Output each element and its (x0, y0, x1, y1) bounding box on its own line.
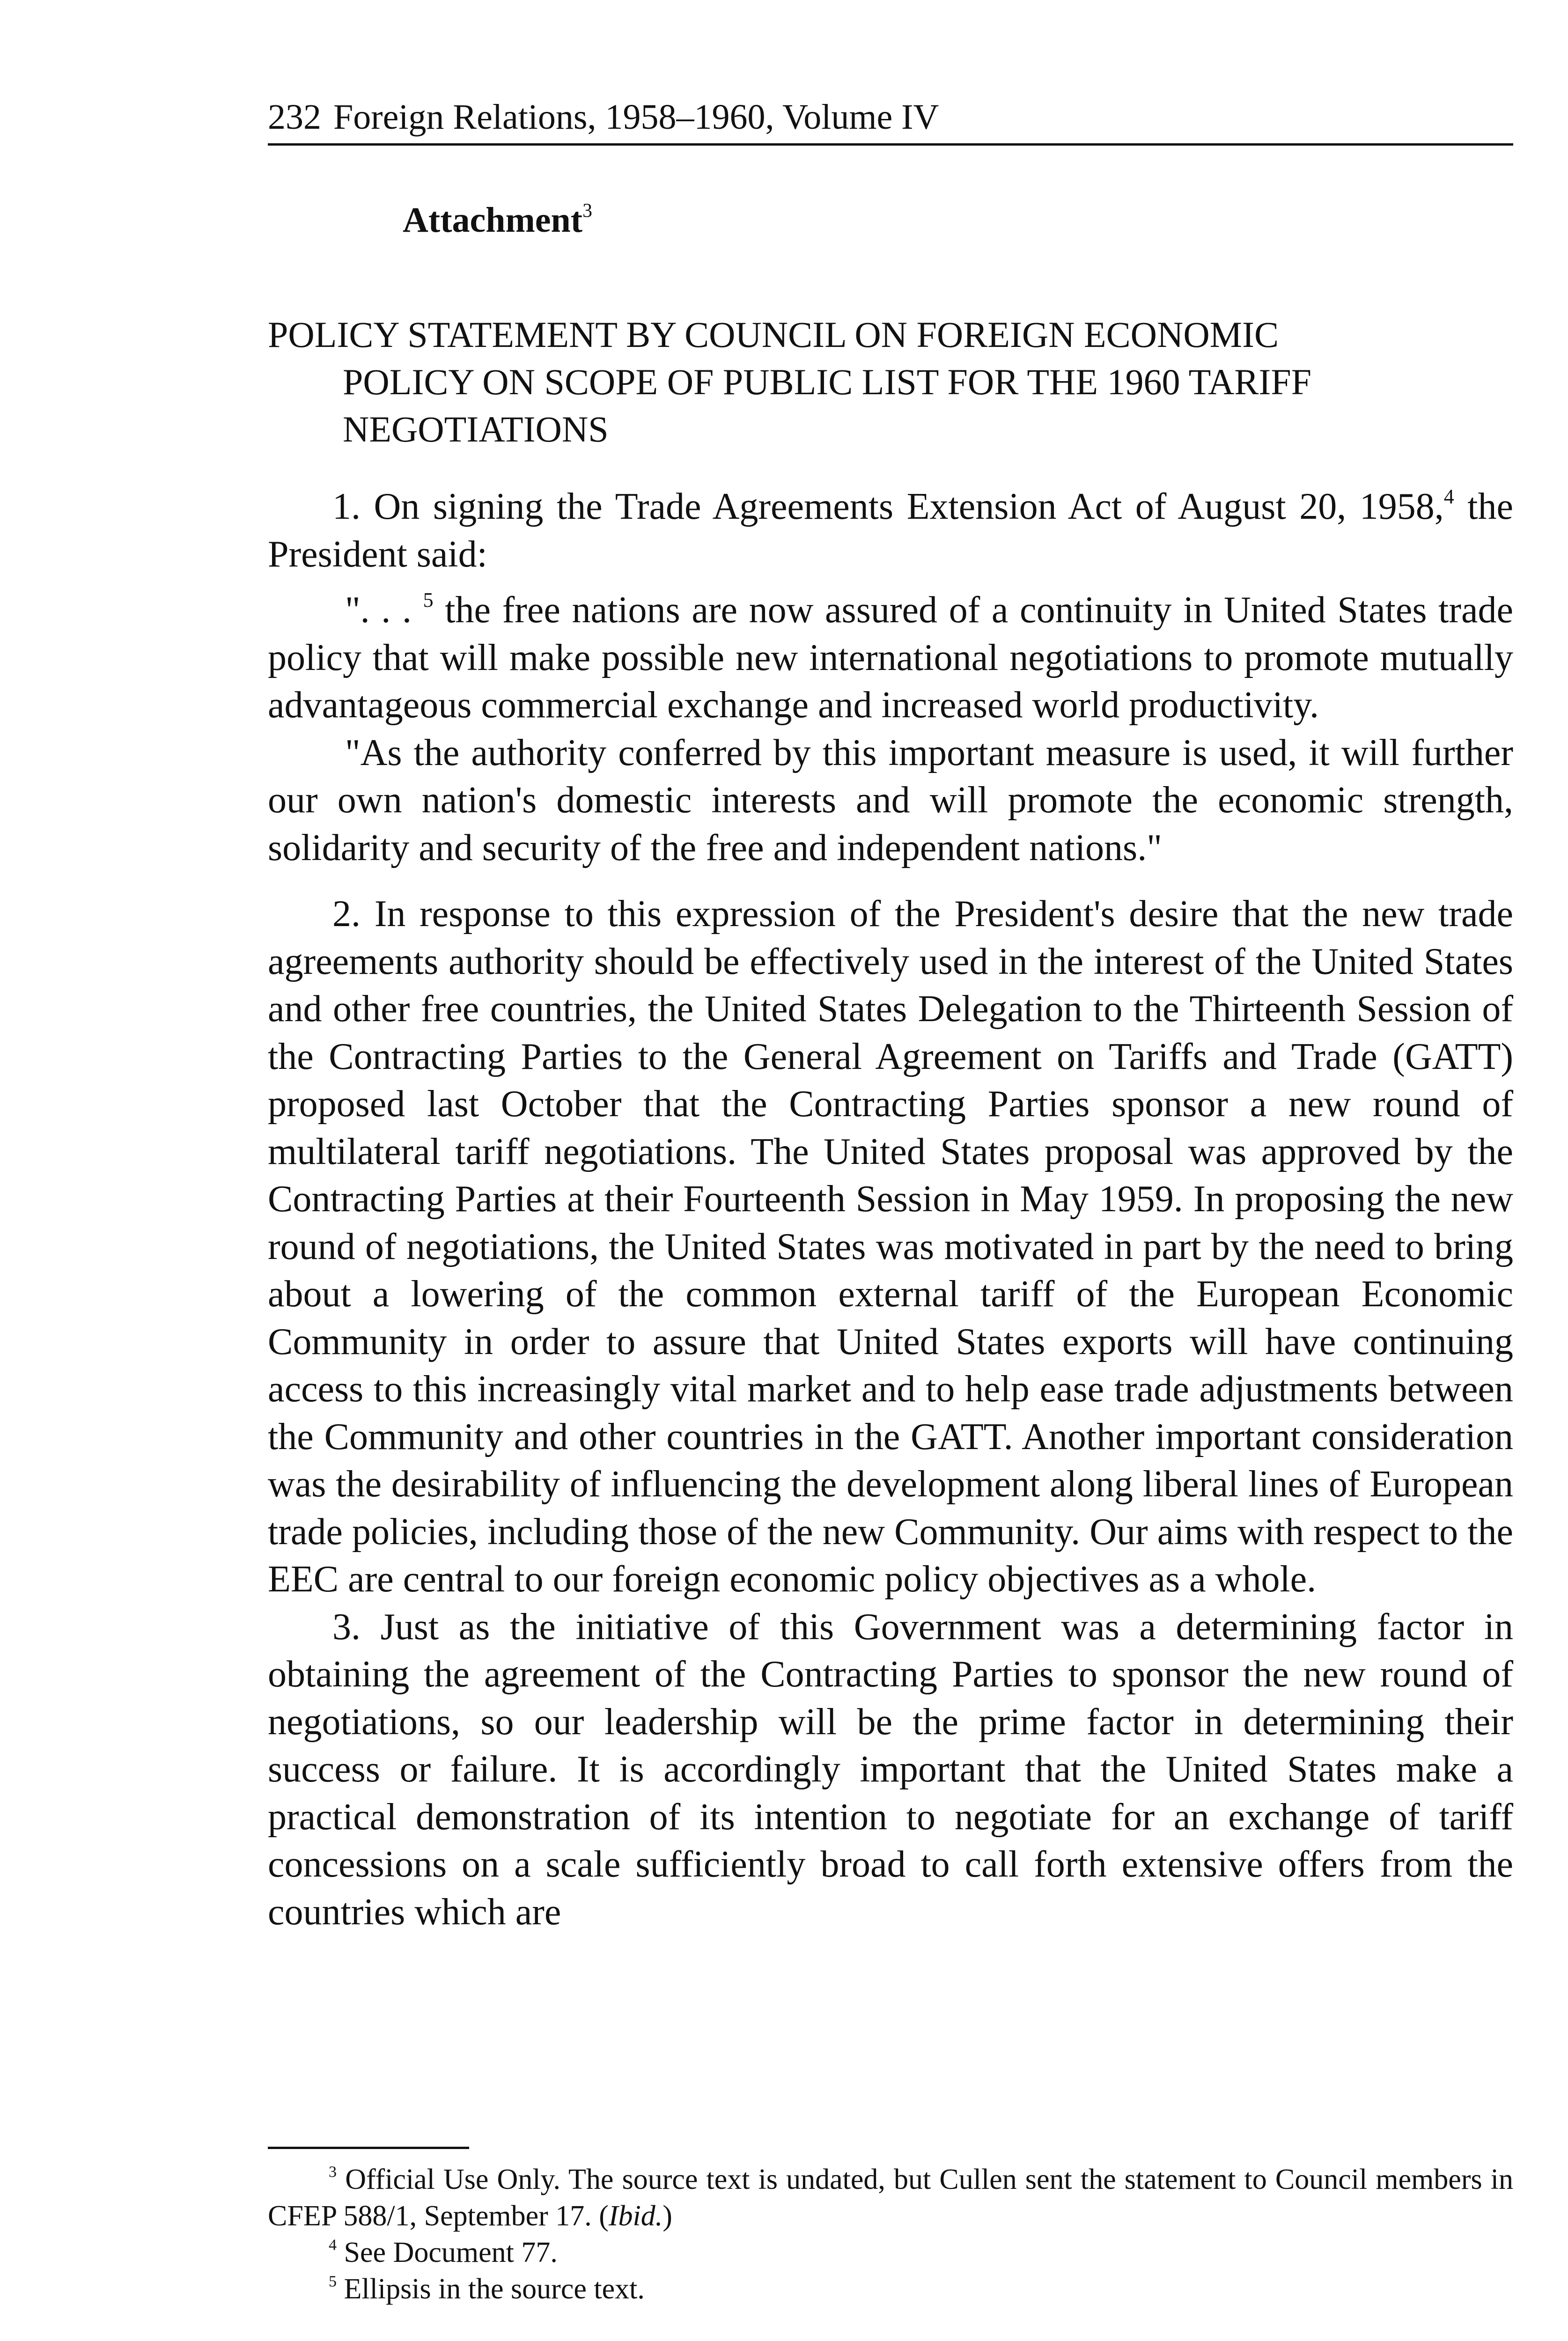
page-number: 232 (268, 97, 321, 137)
running-title: Foreign Relations, 1958–1960, Volume IV (333, 97, 939, 137)
footnote-ref-4[interactable]: 4 (1443, 485, 1454, 508)
footnote-5-text: Ellipsis in the source text. (337, 2273, 645, 2305)
attachment-heading (403, 197, 592, 243)
paragraph-3: 3. Just as the initiative of this Government was a determining factor in obtaining the agreement of the Contracting Parties to sponsor the new round of negotiations, so our leadership will be the prime factor in determining their success or failure. It is accordingly important that the United States make a practical demonstration of its intention to negotiate for an exchange of tariff concessions on a scale sufficiently broad to call forth extensive offers from the countries which are (268, 1606, 1513, 1933)
paragraph-1 (268, 483, 1513, 578)
footnote-3-number: 3 (329, 2163, 337, 2181)
quote-1-ellipsis: ". . . (345, 589, 423, 631)
footnote-4-text: See Document 77. (337, 2237, 558, 2268)
paragraph-1-text: 1. On signing the Trade Agreements Extension Act of August 20, 1958, (332, 486, 1444, 527)
document-title (268, 311, 1513, 453)
paragraph-1-tail: the President said: (268, 486, 1513, 575)
paragraph-2: 2. In response to this expression of the President's desire that the new trade agreements authority should be effectively used in the interest of the United States and other free countries, the United States Delegation to the Thirteenth Session of the Contracting Parties to the General Agreement on Tariffs and Trade (GATT) proposed last October that the Contracting Parties sponsor a new round of multilateral tariff negotiations. The United States proposal was approved by the Contracting Parties at their Fourteenth Session in May 1959. In proposing the new round of negotiations, the United States was motivated in part by the need to bring about a lowering of the common external tariff of the European Economic Community in order to assure that United States exports will have continuing access to this increasingly vital market and to help ease trade adjustments between the Community and other countries in the GATT. Another important consideration was the desirability of influencing the development along liberal lines of European trade policies, including those of the new Community. Our aims with respect to the EEC are central to our foreign economic policy objectives as a whole. (268, 893, 1513, 1600)
footnote-5-number: 5 (329, 2273, 337, 2290)
footnote-3 (268, 2161, 1513, 2234)
title-line-2: POLICY ON SCOPE OF PUBLIC LIST FOR THE 1960 TARIFF (343, 361, 1312, 402)
title-line-1: POLICY STATEMENT BY COUNCIL ON FOREIGN ECONOMIC (268, 314, 1279, 355)
footnote-4 (268, 2234, 1513, 2271)
quote-paragraph-2: "As the authority conferred by this important measure is used, it will further our own nation's domestic interests and will promote the economic strength, solidarity and security of the free and independent nations." (268, 732, 1513, 869)
footnotes (268, 2161, 1513, 2307)
running-header (268, 94, 1513, 140)
body-text (268, 483, 1513, 1936)
footnote-ref-3[interactable]: 3 (582, 200, 593, 222)
footnote-3-close: ) (663, 2200, 672, 2232)
quote-paragraph-1 (268, 587, 1513, 729)
footnote-3-ibid: Ibid. (608, 2200, 663, 2232)
attachment-label: Attachment (403, 200, 583, 240)
title-line-3: NEGOTIATIONS (343, 409, 609, 449)
footnote-4-number: 4 (329, 2236, 337, 2254)
footnote-rule (268, 2147, 469, 2149)
footnote-5 (268, 2271, 1513, 2307)
footnote-3-text: Official Use Only. The source text is undated, but Cullen sent the statement to Council members in CFEP 588/1, September 17. ( (268, 2164, 1513, 2232)
header-rule (268, 143, 1513, 146)
footnote-ref-5[interactable]: 5 (423, 589, 434, 611)
quote-1-text: the free nations are now assured of a continuity in United States trade policy that will make possible new international negotiations to promote mutually advantageous commercial exchange and increased world productivity. (268, 589, 1514, 726)
